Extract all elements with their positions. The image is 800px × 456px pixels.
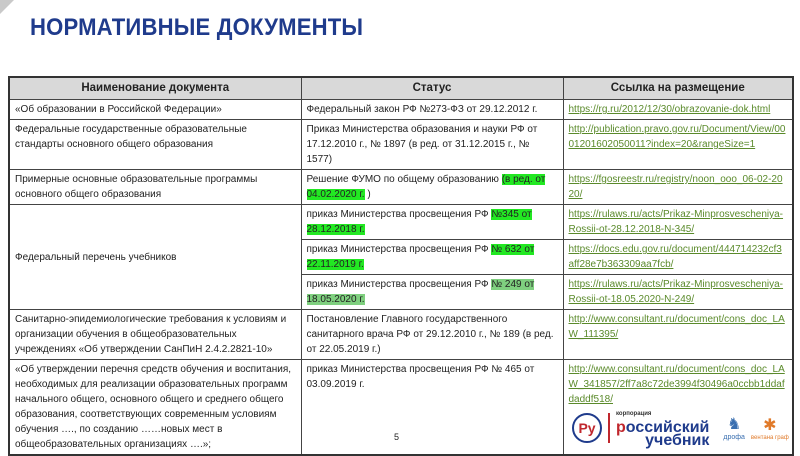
status-text: приказ Министерства просвещения РФ bbox=[306, 244, 492, 255]
doc-name: Федеральные государственные образовательные стандарты основного общего образования bbox=[9, 120, 301, 170]
status-highlight: № 632 от 22.11.2019 г. bbox=[306, 244, 535, 270]
status-text: ) bbox=[364, 189, 371, 200]
doc-link[interactable]: https://rulaws.ru/acts/Prikaz-Minprosvescheniya-Rossii-ot-18.05.2020-N-249/ bbox=[568, 279, 784, 305]
doc-link[interactable]: https://fgosreestr.ru/registry/noon_ooo_06-02-2020/ bbox=[568, 174, 783, 200]
corner-decoration bbox=[0, 0, 14, 14]
header-status: Статус bbox=[301, 77, 563, 100]
doc-link[interactable]: http://www.consultant.ru/document/cons_doc_LAW_111395/ bbox=[568, 314, 785, 340]
doc-name: Федеральный перечень учебников bbox=[9, 205, 301, 310]
header-link: Ссылка на размещение bbox=[563, 77, 793, 100]
ventana-logo: ✱ вентана граф bbox=[750, 416, 789, 441]
logo-corporation: корпорация bbox=[616, 411, 652, 417]
logo-text bbox=[616, 408, 709, 447]
logo-line2: учебник bbox=[645, 432, 710, 449]
doc-status: Постановление Главного государственного санитарного врача РФ от 29.12.2010 г., № 189 (в ред. от 22.05.2019 г.) bbox=[301, 310, 563, 360]
doc-link[interactable]: https://rg.ru/2012/12/30/obrazovanie-dok.html bbox=[568, 104, 771, 115]
doc-name: Примерные основные образовательные программы основного общего образования bbox=[9, 170, 301, 205]
status-highlight: № 249 от 18.05.2020 г. bbox=[306, 279, 535, 305]
doc-link[interactable]: https://docs.edu.gov.ru/document/444714232cf3aff28e7b363309aa7fcb/ bbox=[568, 244, 782, 270]
drofa-logo: ♞ дрофа bbox=[723, 416, 745, 441]
page-title: НОРМАТИВНЫЕ ДОКУМЕНТЫ bbox=[30, 14, 364, 41]
status-highlight: №345 от 28.12.2018 г. bbox=[306, 209, 532, 235]
publisher-logo bbox=[572, 408, 789, 447]
header-name: Наименование документа bbox=[9, 77, 301, 100]
table-row bbox=[9, 120, 793, 170]
table-row bbox=[9, 170, 793, 205]
doc-status bbox=[301, 205, 563, 240]
table-row bbox=[9, 205, 793, 240]
drofa-label: дрофа bbox=[723, 434, 745, 441]
status-highlight: (в ред. от 04.02.2020 г. bbox=[306, 174, 546, 200]
doc-link[interactable]: http://publication.pravo.gov.ru/Document/View/0001201602050011?index=20&rangeSize=1 bbox=[568, 124, 786, 150]
table-row bbox=[9, 310, 793, 360]
status-text: приказ Министерства просвещения РФ bbox=[306, 279, 492, 290]
table-row bbox=[9, 100, 793, 120]
doc-name: «Об утверждении перечня средств обучения и воспитания, необходимых для реализации образовательных программ начального общего, основного общего и среднего общего образования, соответствующих современным условиям обучения …., по созданию ……новых мест в общеобразовательных организациях ….»; bbox=[9, 360, 301, 456]
doc-status bbox=[301, 170, 563, 205]
doc-status: приказ Министерства просвещения РФ № 465 от 03.09.2019 г. bbox=[301, 360, 563, 456]
logo-divider bbox=[608, 413, 610, 443]
status-text: приказ Министерства просвещения РФ bbox=[306, 209, 492, 220]
table-header bbox=[9, 77, 793, 100]
doc-status bbox=[301, 240, 563, 275]
russian-textbook-logo-icon: Ру bbox=[572, 413, 602, 443]
ventana-label: вентана граф bbox=[750, 434, 789, 441]
doc-name: «Об образовании в Российской Федерации» bbox=[9, 100, 301, 120]
doc-status: Федеральный закон РФ №273-ФЗ от 29.12.2012 г. bbox=[301, 100, 563, 120]
doc-link[interactable]: https://rulaws.ru/acts/Prikaz-Minprosvescheniya-Rossii-ot-28.12.2018-N-345/ bbox=[568, 209, 784, 235]
doc-link[interactable]: http://www.consultant.ru/document/cons_doc_LAW_341857/2ff7a8c72de3994f30496a0ccbb1ddafdaddf518/ bbox=[568, 364, 785, 405]
status-text: Решение ФУМО по общему образованию bbox=[306, 174, 502, 185]
doc-status: Приказ Министерства образования и науки РФ от 17.12.2010 г., № 1897 (в ред. от 31.12.2015 г., № 1577) bbox=[301, 120, 563, 170]
page-number: 5 bbox=[394, 432, 400, 442]
doc-name: Санитарно-эпидемиологические требования к условиям и организации обучения в общеобразовательных учреждениях «Об утверждении СанПиН 2.4.2.2821-10» bbox=[9, 310, 301, 360]
doc-status bbox=[301, 275, 563, 310]
logo-letter: р bbox=[616, 419, 626, 436]
documents-table bbox=[8, 76, 794, 456]
logo-line1: оссийский bbox=[625, 419, 710, 436]
